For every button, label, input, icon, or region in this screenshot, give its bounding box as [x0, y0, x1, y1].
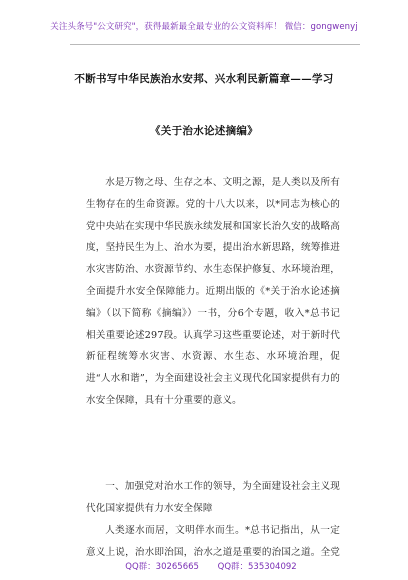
header-divider [70, 44, 360, 45]
header-banner: 关注头条号"公文研究"，获得最新最全最专业的公文资料库！ 微信：gongwenyj [50, 22, 358, 32]
body-paragraph-2: 人类逐水而居，文明伴水而生。*总书记指出，从一定意义上说，治水即治国，治水之道是重要的治国之道。全党 [86, 525, 340, 558]
document-subtitle: 《关于治水论述摘编》 [150, 125, 258, 137]
section-heading-1: 一、加强党对治水工作的领导，为全面建设社会主义现代化国家提供有力水安全保障 [86, 481, 340, 514]
document-title: 不断书写中华民族治水安邦、兴水利民新篇章——学习 [74, 73, 334, 85]
footer-bar [80, 560, 342, 574]
footer-qq-group-1: QQ群：30265665 [125, 562, 199, 572]
body-paragraph-1: 水是万物之母、生存之本、文明之源，是人类以及所有生物存在的生命资源。党的十八大以来，以*同志为核心的党中央站在实现中华民族永续发展和国家长治久安的战略高度，坚持民生为上、治水为要，提出治水新思路，统筹推进水灾害防治、水资源节约、水生态保护修复、水环境治理，全面提升水安全保障能力。近期出版的《*关于治水论述摘编》（以下简称《摘编》）一书，分6个专题，收入*总书记相关重要论述297段。认真学习这些重要论述，对于新时代新征程统筹水灾害、水资源、水生态、水环境治理，促进“人水和谐”，为全面建设社会主义现代化国家提供有力的水安全保障，具有十分重要的意义。 [86, 177, 340, 406]
footer-qq-group-2: QQ群：535304092 [217, 562, 297, 572]
